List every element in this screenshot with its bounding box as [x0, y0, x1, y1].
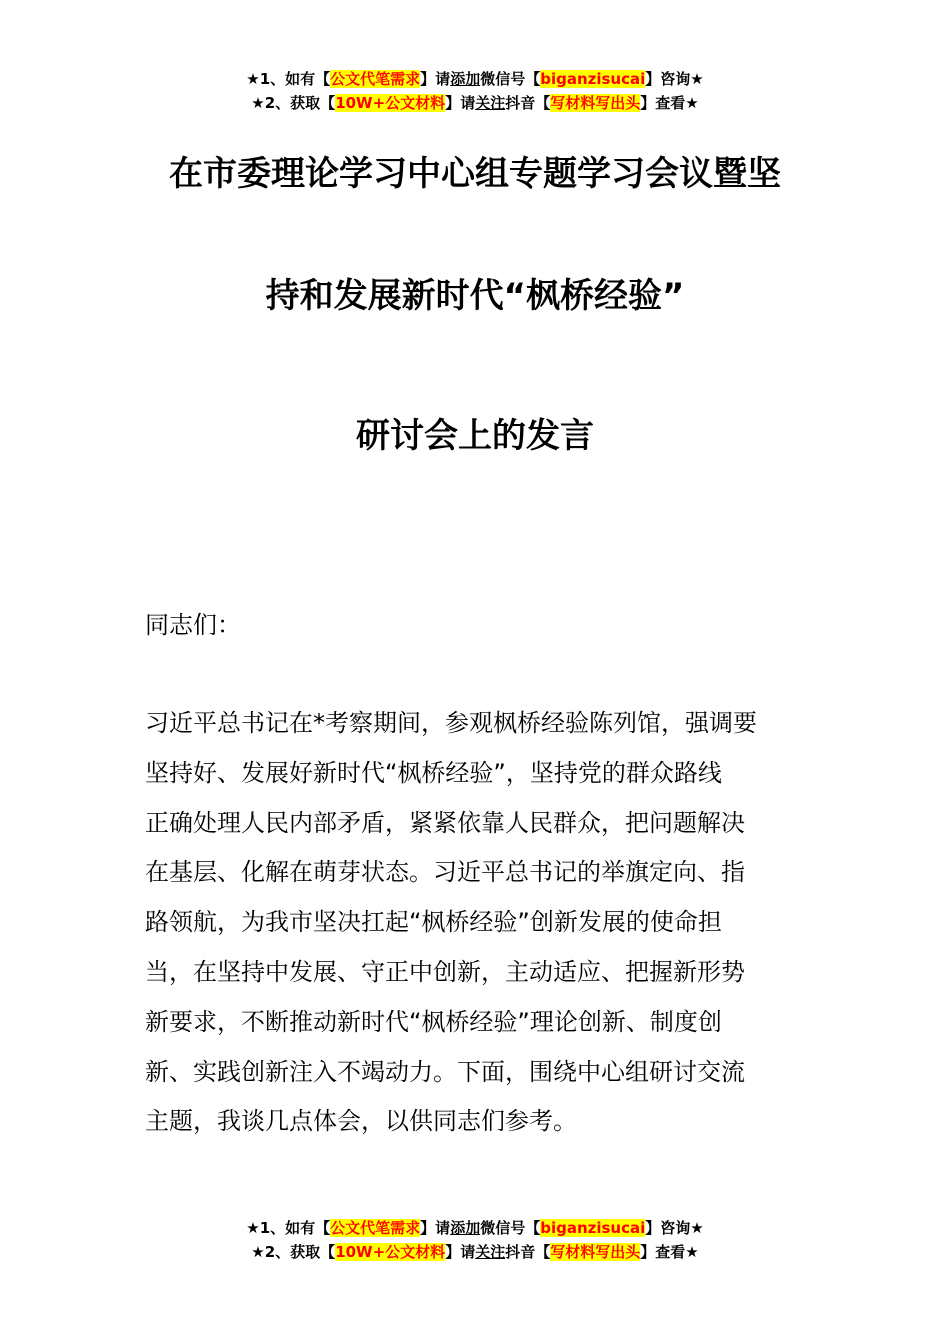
promo-emphasis: 关注 — [475, 1243, 506, 1261]
promo-line-1 — [0, 1216, 950, 1240]
promo-highlight: biganzisucai — [540, 1219, 646, 1237]
document-title-line-2: 持和发展新时代“枫桥经验” — [265, 276, 685, 316]
document-title-line-1: 在市委理论学习中心组专题学习会议暨坚 — [169, 154, 781, 194]
promo-text: 微信号【 — [480, 70, 541, 88]
promo-highlight: 10W+公文材料 — [335, 1243, 446, 1261]
greeting: 同志们： — [145, 611, 241, 639]
promo-line-1 — [0, 67, 950, 91]
body-line: 主题，我谈几点体会，以供同志们参考。 — [145, 1107, 577, 1136]
promo-text: ★1、如有【 — [246, 1219, 331, 1237]
promo-text: 抖音【 — [505, 94, 551, 112]
promo-emphasis: 关注 — [475, 94, 506, 112]
promo-highlight: 公文代笔需求 — [330, 70, 421, 88]
body-line: 当，在坚持中发展、守正中创新，主动适应、把握新形势 — [145, 957, 745, 986]
body-line: 正确处理人民内部矛盾，紧紧依靠人民群众，把问题解决 — [145, 808, 745, 837]
promo-line-2 — [0, 91, 950, 115]
footer-promo-banner — [0, 1216, 950, 1264]
promo-text: 】请 — [420, 70, 451, 88]
promo-emphasis: 添加 — [450, 70, 481, 88]
promo-emphasis: 添加 — [450, 1219, 481, 1237]
body-line: 新要求，不断推动新时代“枫桥经验”理论创新、制度创 — [145, 1007, 722, 1036]
promo-text: 】请 — [445, 94, 476, 112]
body-line: 坚持好、发展好新时代“枫桥经验”，坚持党的群众路线 — [145, 758, 722, 787]
body-line: 习近平总书记在*考察期间，参观枫桥经验陈列馆，强调要 — [145, 709, 757, 737]
promo-highlight: 公文代笔需求 — [330, 1219, 421, 1237]
promo-text: 】查看★ — [640, 94, 699, 112]
promo-text: 】查看★ — [640, 1243, 699, 1261]
promo-highlight: 写材料写出头 — [550, 94, 641, 112]
promo-highlight: biganzisucai — [540, 70, 646, 88]
body-line: 新、实践创新注入不竭动力。下面，围绕中心组研讨交流 — [145, 1057, 745, 1086]
body-line: 在基层、化解在萌芽状态。习近平总书记的举旗定向、指 — [145, 858, 745, 887]
body-line: 路领航，为我市坚决扛起“枫桥经验”创新发展的使命担 — [145, 908, 722, 937]
promo-text: 】请 — [420, 1219, 451, 1237]
promo-text: ★2、获取【 — [251, 1243, 336, 1261]
promo-line-2 — [0, 1240, 950, 1264]
promo-text: ★2、获取【 — [251, 94, 336, 112]
promo-text: 抖音【 — [505, 1243, 551, 1261]
header-promo-banner — [0, 67, 950, 115]
body-paragraph — [145, 706, 815, 1154]
document-title-line-3: 研讨会上的发言 — [356, 416, 594, 456]
promo-text: 】请 — [445, 1243, 476, 1261]
promo-highlight: 10W+公文材料 — [335, 94, 446, 112]
promo-text: 微信号【 — [480, 1219, 541, 1237]
promo-text: 】咨询★ — [645, 70, 704, 88]
promo-highlight: 写材料写出头 — [550, 1243, 641, 1261]
promo-text: 】咨询★ — [645, 1219, 704, 1237]
promo-text: ★1、如有【 — [246, 70, 331, 88]
